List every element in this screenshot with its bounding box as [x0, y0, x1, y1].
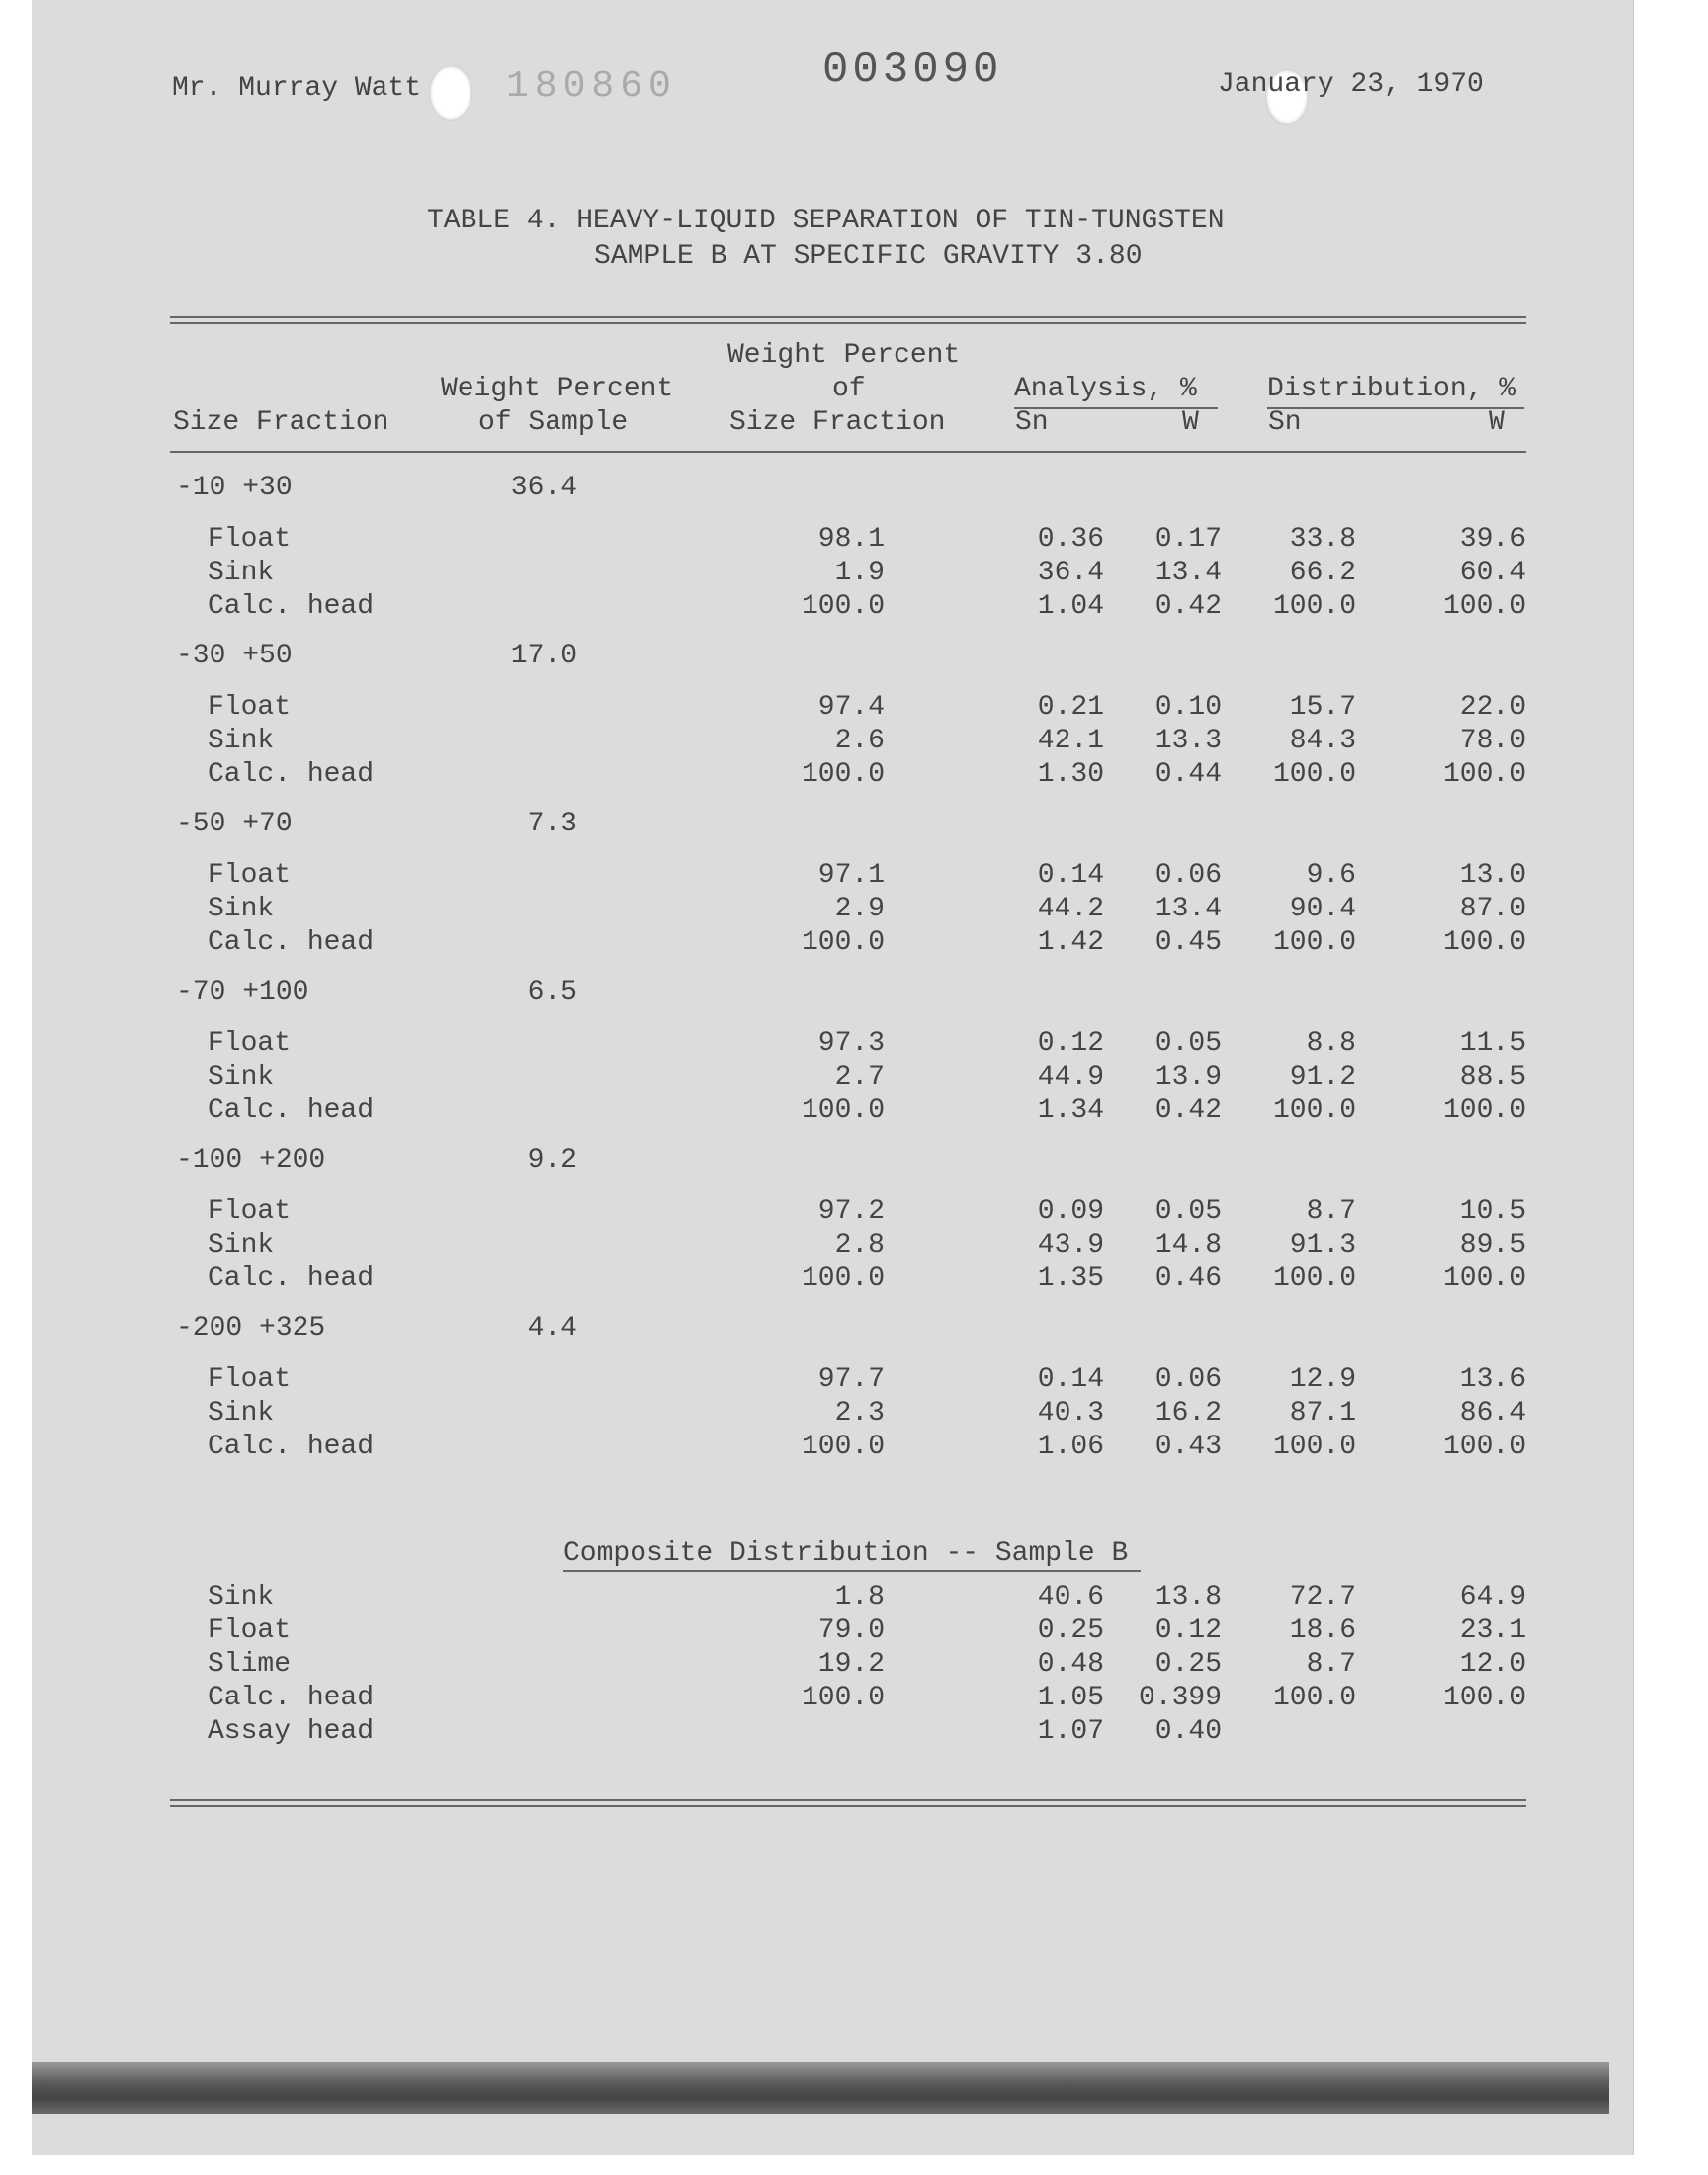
cell-wt: 97.7	[817, 1364, 885, 1395]
composite-cell-w: 13.8	[1154, 1582, 1222, 1612]
punch-hole-left	[429, 65, 472, 121]
cell-dw: 86.4	[1459, 1398, 1526, 1429]
cell-w: 0.05	[1154, 1196, 1222, 1227]
cell-dsn: 66.2	[1289, 558, 1356, 588]
cell-wt: 98.1	[817, 524, 885, 555]
composite-cell-w: 0.399	[1138, 1683, 1222, 1713]
addressee: Mr. Murray Watt	[172, 73, 422, 104]
cell-dw: 78.0	[1459, 726, 1526, 756]
letter-date: January 23, 1970	[1218, 69, 1484, 100]
size-fraction-label: -70 +100	[176, 977, 309, 1007]
composite-row-label: Slime	[208, 1649, 292, 1680]
composite-row-label: Float	[208, 1615, 292, 1646]
composite-cell-sn: 0.25	[1037, 1615, 1104, 1646]
cell-dw: 13.6	[1459, 1364, 1526, 1395]
cell-wt: 2.7	[834, 1062, 885, 1092]
size-fraction-label: -30 +50	[176, 641, 293, 671]
row-label: Float	[208, 1364, 292, 1395]
weight-percent-of-sample: 36.4	[510, 473, 577, 503]
cell-w: 13.4	[1154, 894, 1222, 924]
row-label: Calc. head	[208, 1095, 375, 1126]
cell-w: 0.05	[1154, 1028, 1222, 1059]
cell-sn: 0.21	[1037, 692, 1104, 723]
size-fraction-label: -100 +200	[176, 1145, 326, 1175]
header-of: of	[832, 374, 866, 404]
cell-sn: 1.04	[1037, 591, 1104, 622]
composite-cell-wt: 79.0	[817, 1615, 885, 1646]
cell-dsn: 33.8	[1289, 524, 1356, 555]
header-distribution-w: W	[1489, 407, 1505, 438]
composite-cell-wt: 19.2	[817, 1649, 885, 1680]
cell-sn: 1.06	[1037, 1432, 1104, 1462]
cell-wt: 97.4	[817, 692, 885, 723]
composite-cell-sn: 1.07	[1037, 1716, 1104, 1747]
row-label: Float	[208, 1028, 292, 1059]
composite-row-label: Sink	[208, 1582, 275, 1612]
cell-dsn: 100.0	[1272, 1095, 1356, 1126]
composite-cell-w: 0.12	[1154, 1615, 1222, 1646]
row-label: Sink	[208, 1398, 275, 1429]
cell-sn: 42.1	[1037, 726, 1104, 756]
row-label: Calc. head	[208, 1263, 375, 1294]
cell-sn: 1.42	[1037, 927, 1104, 958]
composite-title: Composite Distribution -- Sample B	[563, 1538, 1129, 1569]
cell-dw: 87.0	[1459, 894, 1526, 924]
row-label: Calc. head	[208, 591, 375, 622]
cell-wt: 100.0	[801, 1263, 885, 1294]
header-analysis: Analysis, %	[1014, 374, 1197, 404]
composite-cell-sn: 1.05	[1037, 1683, 1104, 1713]
weight-percent-of-sample: 17.0	[510, 641, 577, 671]
cell-dw: 100.0	[1442, 927, 1526, 958]
top-double-rule	[170, 316, 1526, 324]
cell-dw: 22.0	[1459, 692, 1526, 723]
composite-row-label: Calc. head	[208, 1683, 375, 1713]
cell-wt: 2.8	[834, 1230, 885, 1261]
cell-w: 0.42	[1154, 591, 1222, 622]
composite-cell-dsn: 8.7	[1306, 1649, 1356, 1680]
cell-sn: 0.36	[1037, 524, 1104, 555]
header-size-fraction: Size Fraction	[173, 407, 389, 438]
cell-dw: 100.0	[1442, 1432, 1526, 1462]
cell-dw: 89.5	[1459, 1230, 1526, 1261]
cell-sn: 0.09	[1037, 1196, 1104, 1227]
row-label: Float	[208, 860, 292, 891]
header-rule	[170, 451, 1526, 453]
composite-cell-dw: 100.0	[1442, 1683, 1526, 1713]
header-analysis-sn: Sn	[1015, 407, 1049, 438]
composite-cell-dw: 12.0	[1459, 1649, 1526, 1680]
cell-wt: 2.6	[834, 726, 885, 756]
cell-dw: 100.0	[1442, 1095, 1526, 1126]
scan-edge-band	[32, 2062, 1609, 2114]
header-size-fraction-2: Size Fraction	[729, 407, 946, 438]
cell-w: 0.46	[1154, 1263, 1222, 1294]
cell-w: 0.44	[1154, 759, 1222, 790]
cell-w: 13.3	[1154, 726, 1222, 756]
row-label: Sink	[208, 1062, 275, 1092]
cell-w: 0.10	[1154, 692, 1222, 723]
table-title-line2: SAMPLE B AT SPECIFIC GRAVITY 3.80	[594, 241, 1143, 272]
faint-stamp: 180860	[506, 65, 677, 108]
cell-sn: 0.12	[1037, 1028, 1104, 1059]
row-label: Float	[208, 524, 292, 555]
cell-w: 0.45	[1154, 927, 1222, 958]
cell-dsn: 8.8	[1306, 1028, 1356, 1059]
cell-dsn: 9.6	[1306, 860, 1356, 891]
cell-dsn: 87.1	[1289, 1398, 1356, 1429]
cell-dsn: 15.7	[1289, 692, 1356, 723]
size-fraction-label: -10 +30	[176, 473, 293, 503]
row-label: Calc. head	[208, 927, 375, 958]
row-label: Sink	[208, 894, 275, 924]
cell-wt: 2.9	[834, 894, 885, 924]
cell-wt: 100.0	[801, 1432, 885, 1462]
cell-wt: 97.1	[817, 860, 885, 891]
cell-dsn: 100.0	[1272, 591, 1356, 622]
cell-wt: 100.0	[801, 591, 885, 622]
cell-sn: 36.4	[1037, 558, 1104, 588]
cell-dw: 39.6	[1459, 524, 1526, 555]
row-label: Float	[208, 1196, 292, 1227]
size-fraction-label: -200 +325	[176, 1313, 326, 1344]
composite-title-underline	[563, 1570, 1141, 1572]
cell-w: 13.9	[1154, 1062, 1222, 1092]
cell-sn: 1.35	[1037, 1263, 1104, 1294]
cell-dsn: 100.0	[1272, 1432, 1356, 1462]
composite-cell-dsn: 18.6	[1289, 1615, 1356, 1646]
row-label: Sink	[208, 726, 275, 756]
cell-dw: 60.4	[1459, 558, 1526, 588]
row-label: Sink	[208, 1230, 275, 1261]
cell-dsn: 84.3	[1289, 726, 1356, 756]
cell-sn: 0.14	[1037, 1364, 1104, 1395]
cell-wt: 100.0	[801, 927, 885, 958]
composite-cell-wt: 1.8	[834, 1582, 885, 1612]
cell-w: 0.43	[1154, 1432, 1222, 1462]
size-fraction-label: -50 +70	[176, 809, 293, 839]
cell-w: 14.8	[1154, 1230, 1222, 1261]
header-analysis-w: W	[1182, 407, 1199, 438]
cell-sn: 1.30	[1037, 759, 1104, 790]
row-label: Calc. head	[208, 759, 375, 790]
cell-w: 13.4	[1154, 558, 1222, 588]
cell-w: 0.06	[1154, 860, 1222, 891]
row-label: Float	[208, 692, 292, 723]
cell-dw: 88.5	[1459, 1062, 1526, 1092]
cell-wt: 2.3	[834, 1398, 885, 1429]
cell-sn: 1.34	[1037, 1095, 1104, 1126]
cell-dw: 100.0	[1442, 1263, 1526, 1294]
header-of-sample: of Sample	[478, 407, 629, 438]
cell-dsn: 12.9	[1289, 1364, 1356, 1395]
cell-wt: 100.0	[801, 1095, 885, 1126]
cell-w: 0.06	[1154, 1364, 1222, 1395]
cell-dw: 13.0	[1459, 860, 1526, 891]
weight-percent-of-sample: 4.4	[527, 1313, 577, 1344]
composite-cell-w: 0.25	[1154, 1649, 1222, 1680]
cell-w: 16.2	[1154, 1398, 1222, 1429]
cell-dw: 10.5	[1459, 1196, 1526, 1227]
cell-dsn: 91.2	[1289, 1062, 1356, 1092]
distribution-underline	[1267, 407, 1524, 409]
composite-cell-wt: 100.0	[801, 1683, 885, 1713]
cell-dsn: 90.4	[1289, 894, 1356, 924]
cell-dsn: 100.0	[1272, 1263, 1356, 1294]
cell-w: 0.17	[1154, 524, 1222, 555]
cell-sn: 40.3	[1037, 1398, 1104, 1429]
cell-dw: 11.5	[1459, 1028, 1526, 1059]
cell-dsn: 8.7	[1306, 1196, 1356, 1227]
cell-dw: 100.0	[1442, 591, 1526, 622]
weight-percent-of-sample: 6.5	[527, 977, 577, 1007]
document-number: 003090	[822, 45, 1003, 95]
header-distribution: Distribution, %	[1267, 374, 1517, 404]
composite-cell-dsn: 100.0	[1272, 1683, 1356, 1713]
header-distribution-sn: Sn	[1268, 407, 1302, 438]
composite-cell-w: 0.40	[1154, 1716, 1222, 1747]
row-label: Sink	[208, 558, 275, 588]
composite-cell-sn: 40.6	[1037, 1582, 1104, 1612]
composite-cell-dsn: 72.7	[1289, 1582, 1356, 1612]
composite-cell-dw: 64.9	[1459, 1582, 1526, 1612]
row-label: Calc. head	[208, 1432, 375, 1462]
cell-sn: 44.9	[1037, 1062, 1104, 1092]
header-weight-percent-sample: Weight Percent	[441, 374, 674, 404]
bottom-double-rule	[170, 1799, 1526, 1807]
cell-sn: 0.14	[1037, 860, 1104, 891]
weight-percent-of-sample: 7.3	[527, 809, 577, 839]
cell-dsn: 91.3	[1289, 1230, 1356, 1261]
cell-wt: 1.9	[834, 558, 885, 588]
cell-sn: 43.9	[1037, 1230, 1104, 1261]
cell-sn: 44.2	[1037, 894, 1104, 924]
cell-dsn: 100.0	[1272, 927, 1356, 958]
table-title-line1: TABLE 4. HEAVY-LIQUID SEPARATION OF TIN-TUNGSTEN	[427, 206, 1225, 236]
cell-w: 0.42	[1154, 1095, 1222, 1126]
composite-cell-sn: 0.48	[1037, 1649, 1104, 1680]
cell-dw: 100.0	[1442, 759, 1526, 790]
composite-row-label: Assay head	[208, 1716, 375, 1747]
cell-wt: 97.3	[817, 1028, 885, 1059]
header-weight-percent-size: Weight Percent	[727, 340, 961, 371]
cell-dsn: 100.0	[1272, 759, 1356, 790]
composite-cell-dw: 23.1	[1459, 1615, 1526, 1646]
weight-percent-of-sample: 9.2	[527, 1145, 577, 1175]
cell-wt: 100.0	[801, 759, 885, 790]
cell-wt: 97.2	[817, 1196, 885, 1227]
